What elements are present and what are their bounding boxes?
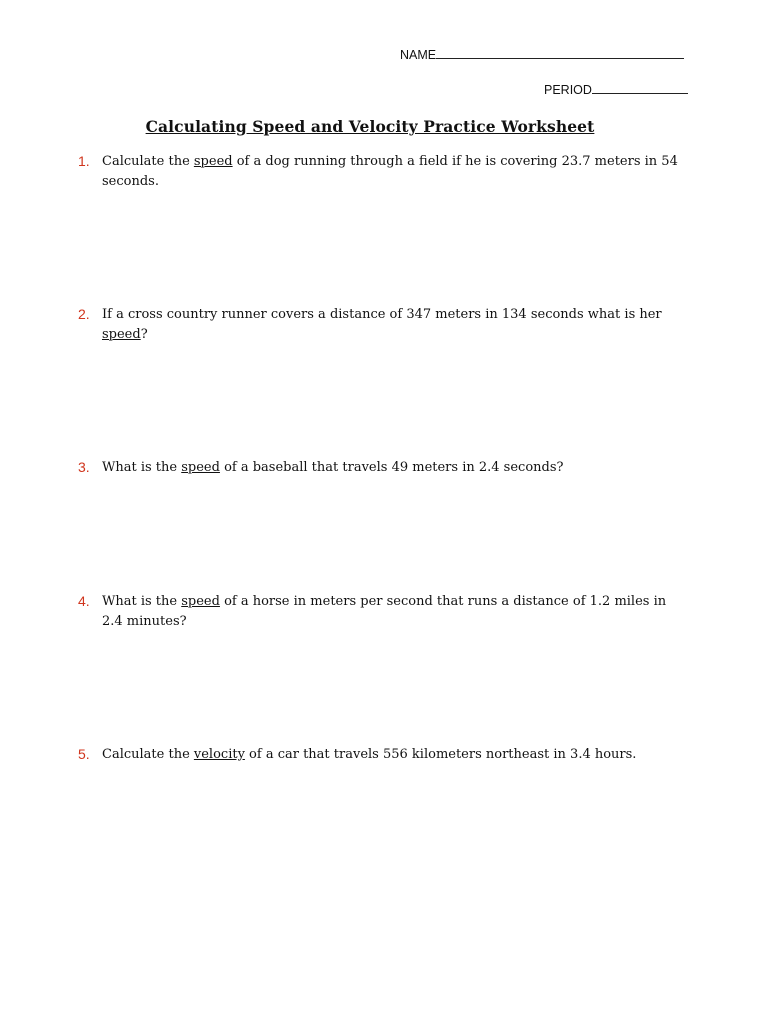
question-number: 1. (78, 153, 90, 169)
question-text-after: ? (140, 326, 148, 342)
name-blank-line[interactable] (436, 46, 684, 59)
question-text-after: of a dog running through a field if he is covering 23.7 meters in 54 seconds. (102, 154, 678, 189)
question-keyword: velocity (193, 747, 245, 762)
question-text (102, 305, 688, 344)
period-label: PERIOD (544, 83, 592, 97)
question-number: 4. (78, 593, 90, 609)
name-label: NAME (400, 48, 437, 62)
question-text-before: Calculate the (102, 747, 194, 762)
question-keyword: speed (193, 154, 233, 169)
question-text-before: What is the (102, 460, 182, 475)
question-1 (78, 152, 688, 191)
question-3 (78, 458, 688, 478)
period-field[interactable] (544, 81, 685, 98)
question-text-after: of a horse in meters per second that runs a distance of 1.2 miles in 2.4 minutes? (102, 594, 667, 629)
question-number: 5. (78, 746, 90, 762)
question-2 (78, 305, 688, 344)
period-blank-line[interactable] (592, 81, 688, 94)
question-5 (78, 745, 688, 765)
question-text-before: If a cross country runner covers a distance of 347 meters in 134 seconds what is her (102, 307, 662, 322)
question-keyword: speed (181, 460, 220, 475)
question-text (102, 152, 688, 191)
worksheet-title: Calculating Speed and Velocity Practice Worksheet (145, 117, 595, 136)
question-text (102, 745, 688, 765)
question-number: 3. (78, 459, 90, 475)
question-keyword: speed (181, 594, 220, 609)
question-text (102, 592, 688, 631)
question-text-before: Calculate the (102, 154, 194, 169)
question-text-after: of a car that travels 556 kilometers northeast in 3.4 hours. (244, 747, 637, 762)
name-field[interactable] (400, 46, 685, 63)
question-text (102, 458, 688, 478)
question-text-before: What is the (102, 594, 182, 609)
question-text-after: of a baseball that travels 49 meters in 2.4 seconds? (219, 460, 564, 475)
question-number: 2. (78, 306, 90, 322)
question-keyword: speed (102, 326, 141, 342)
question-4 (78, 592, 688, 631)
